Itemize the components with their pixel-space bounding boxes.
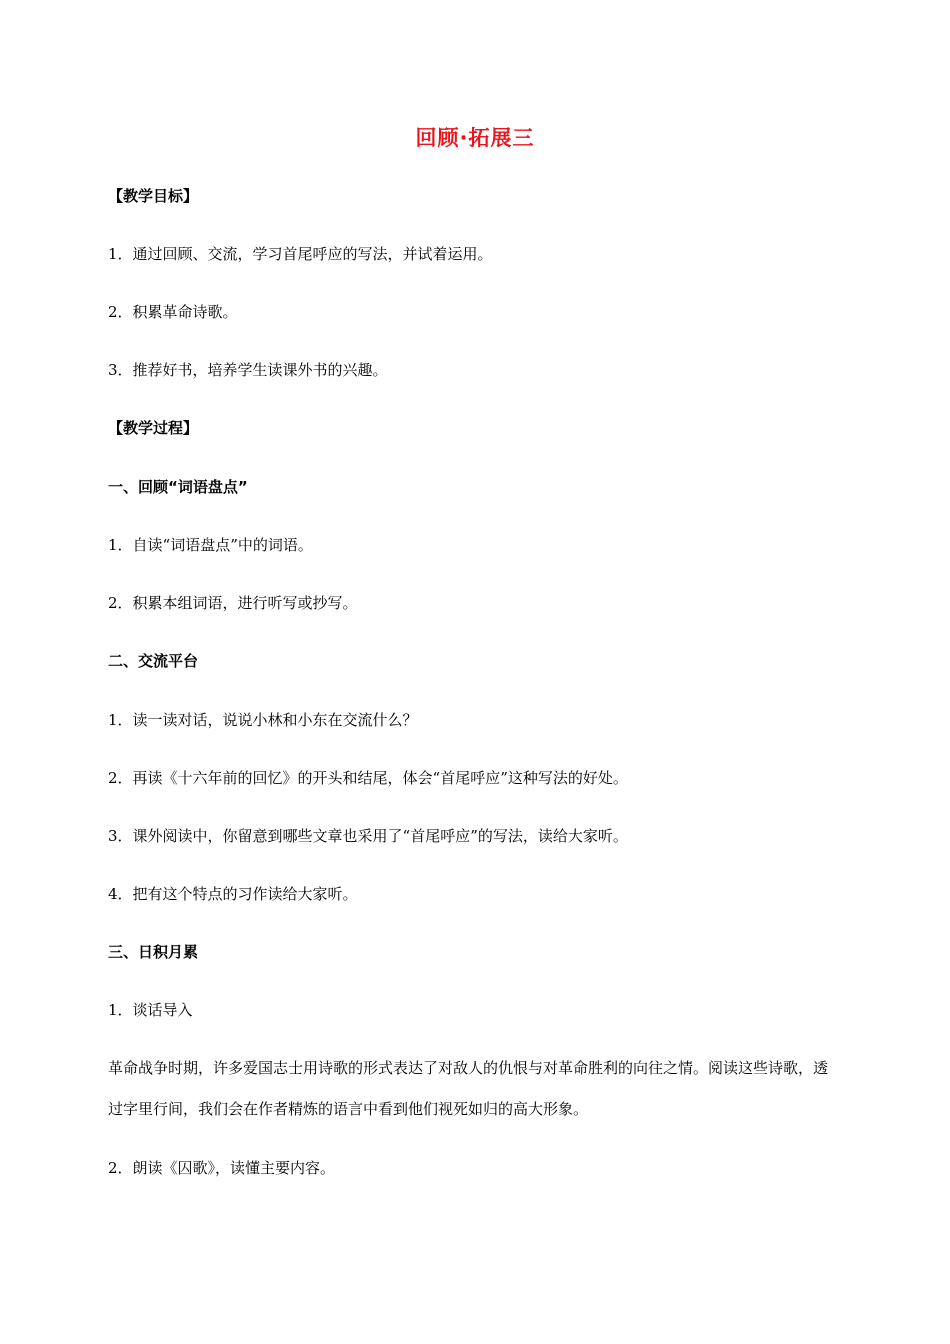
- part1-item-1: 1．自读“词语盘点”中的词语。: [108, 536, 313, 554]
- part1-item-2: 2．积累本组词语，进行听写或抄写。: [108, 594, 358, 612]
- part2-item-4: 4．把有这个特点的习作读给大家听。: [108, 885, 358, 903]
- part2-item-1: 1．读一读对话，说说小林和小东在交流什么？: [108, 711, 418, 729]
- part3-paragraph: 革命战争时期，许多爱国志士用诗歌的形式表达了对敌人的仇恨与对革命胜利的向往之情。阅读这些诗歌，透过字里行间，我们会在作者精炼的语言中看到他们视死如归的高大形象。: [108, 1059, 829, 1118]
- part3-item-2: 2．朗读《囚歌》，读懂主要内容。: [108, 1159, 336, 1177]
- process-heading: 【教学过程】: [108, 419, 199, 437]
- goals-heading: 【教学目标】: [108, 187, 199, 205]
- part2-item-3: 3．课外阅读中，你留意到哪些文章也采用了“首尾呼应”的写法，读给大家听。: [108, 827, 628, 845]
- part2-heading: 二、交流平台: [108, 652, 199, 670]
- goal-item-2: 2．积累革命诗歌。: [108, 303, 238, 321]
- goal-item-1: 1．通过回顾、交流，学习首尾呼应的写法，并试着运用。: [108, 245, 493, 263]
- part3-item-1: 1．谈话导入: [108, 1001, 193, 1019]
- goal-item-3: 3．推荐好书，培养学生读课外书的兴趣。: [108, 361, 388, 379]
- part3-heading: 三、日积月累: [108, 943, 199, 961]
- part2-item-2: 2．再读《十六年前的回忆》的开头和结尾，体会“首尾呼应”这种写法的好处。: [108, 769, 628, 787]
- page-title: 回顾·拓展三: [415, 126, 535, 150]
- part1-heading: 一、回顾“词语盘点”: [108, 478, 248, 496]
